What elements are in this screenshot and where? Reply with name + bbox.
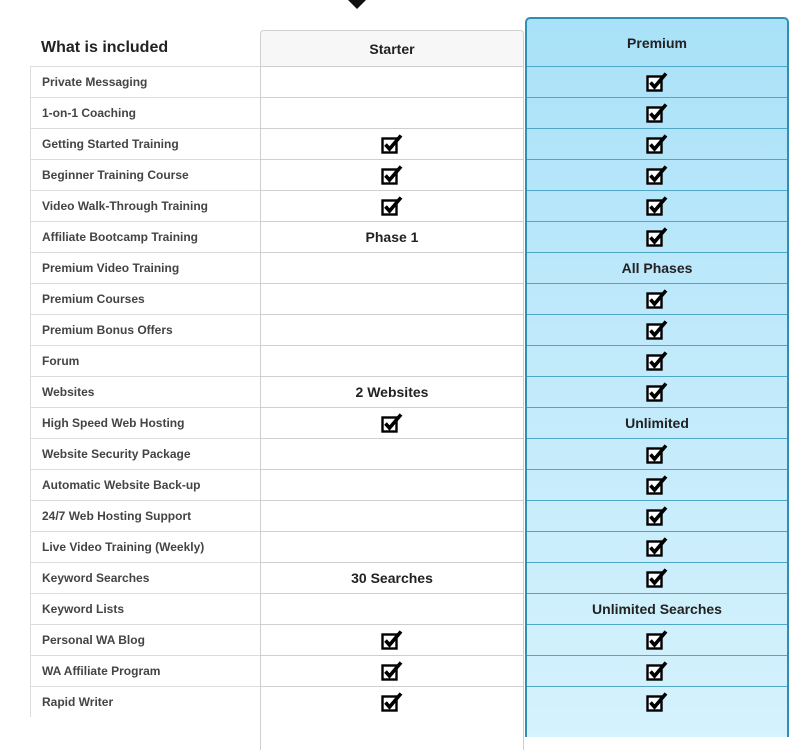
checkmark-icon [646, 72, 668, 92]
feature-label: Getting Started Training [30, 128, 261, 159]
checkmark-icon [646, 320, 668, 340]
checkmark-icon [646, 227, 668, 247]
checkmark-icon [646, 444, 668, 464]
premium-cell [527, 624, 787, 655]
feature-label: Website Security Package [30, 438, 261, 469]
feature-label: Private Messaging [30, 66, 261, 97]
premium-cell [527, 97, 787, 128]
starter-cell [261, 345, 523, 376]
starter-cell [261, 655, 523, 686]
premium-cell [527, 438, 787, 469]
premium-cell [527, 655, 787, 686]
plan-title-premium: Premium [627, 34, 687, 51]
premium-cell [527, 531, 787, 562]
premium-cell [527, 314, 787, 345]
checkmark-icon [646, 134, 668, 154]
premium-cell [527, 593, 787, 624]
feature-label: Keyword Lists [30, 593, 261, 624]
checkmark-icon [646, 506, 668, 526]
feature-label: Keyword Searches [30, 562, 261, 593]
starter-cell [261, 593, 523, 624]
feature-label: Premium Video Training [30, 252, 261, 283]
checkmark-icon [646, 475, 668, 495]
checkmark-icon [381, 196, 403, 216]
starter-cell [261, 190, 523, 221]
premium-cell [527, 500, 787, 531]
premium-cell [527, 159, 787, 190]
feature-label: High Speed Web Hosting [30, 407, 261, 438]
checkmark-icon [646, 196, 668, 216]
starter-cell-value: 2 Websites [355, 384, 429, 400]
premium-cell-value: Unlimited [625, 415, 689, 431]
feature-list [30, 66, 261, 717]
checkmark-icon [381, 165, 403, 185]
premium-cell [527, 376, 787, 407]
starter-cells [261, 66, 523, 717]
checkmark-icon [646, 630, 668, 650]
starter-cell [261, 438, 523, 469]
premium-cell [527, 562, 787, 593]
starter-cell [261, 97, 523, 128]
premium-cell-value: All Phases [621, 260, 693, 276]
starter-cell [261, 221, 523, 252]
checkmark-icon [646, 351, 668, 371]
feature-label: Premium Courses [30, 283, 261, 314]
checkmark-icon [646, 568, 668, 588]
starter-cell [261, 159, 523, 190]
premium-cell [527, 252, 787, 283]
premium-cell [527, 407, 787, 438]
premium-cell [527, 283, 787, 314]
checkmark-icon [381, 661, 403, 681]
premium-cell [527, 469, 787, 500]
starter-cell [261, 686, 523, 717]
checkmark-icon [646, 537, 668, 557]
checkmark-icon [646, 661, 668, 681]
starter-cell [261, 407, 523, 438]
feature-label: Video Walk-Through Training [30, 190, 261, 221]
feature-label: Premium Bonus Offers [30, 314, 261, 345]
feature-label: 24/7 Web Hosting Support [30, 500, 261, 531]
starter-cell [261, 500, 523, 531]
premium-cell [527, 345, 787, 376]
checkmark-icon [646, 692, 668, 712]
starter-cell [261, 531, 523, 562]
checkmark-icon [646, 289, 668, 309]
checkmark-icon [646, 165, 668, 185]
checkmark-icon [381, 134, 403, 154]
starter-cell [261, 376, 523, 407]
feature-label: 1-on-1 Coaching [30, 97, 261, 128]
premium-cells [527, 66, 787, 717]
feature-label: WA Affiliate Program [30, 655, 261, 686]
plan-column-starter [260, 30, 524, 750]
feature-label: Affiliate Bootcamp Training [30, 221, 261, 252]
starter-cell-value: 30 Searches [351, 570, 433, 586]
starter-cell [261, 469, 523, 500]
starter-cell [261, 66, 523, 97]
premium-cell-value: Unlimited Searches [592, 601, 722, 617]
pointer-arrow-icon [348, 0, 366, 9]
checkmark-icon [646, 103, 668, 123]
checkmark-icon [381, 692, 403, 712]
premium-cell [527, 190, 787, 221]
feature-label: Beginner Training Course [30, 159, 261, 190]
feature-label: Forum [30, 345, 261, 376]
checkmark-icon [381, 413, 403, 433]
starter-cell [261, 624, 523, 655]
starter-cell [261, 314, 523, 345]
feature-label: Automatic Website Back-up [30, 469, 261, 500]
checkmark-icon [646, 382, 668, 402]
premium-cell [527, 686, 787, 717]
premium-cell [527, 128, 787, 159]
features-title: What is included [41, 39, 169, 56]
feature-label: Websites [30, 376, 261, 407]
features-column [30, 30, 261, 750]
starter-cell [261, 128, 523, 159]
premium-cell [527, 221, 787, 252]
feature-label: Personal WA Blog [30, 624, 261, 655]
starter-cell [261, 283, 523, 314]
feature-label: Live Video Training (Weekly) [30, 531, 261, 562]
starter-cell-value: Phase 1 [365, 229, 419, 245]
checkmark-icon [381, 630, 403, 650]
feature-label: Rapid Writer [30, 686, 261, 717]
plan-column-premium [525, 17, 789, 737]
starter-cell [261, 562, 523, 593]
starter-cell [261, 252, 523, 283]
plan-title-starter: Starter [261, 31, 523, 66]
premium-cell [527, 66, 787, 97]
